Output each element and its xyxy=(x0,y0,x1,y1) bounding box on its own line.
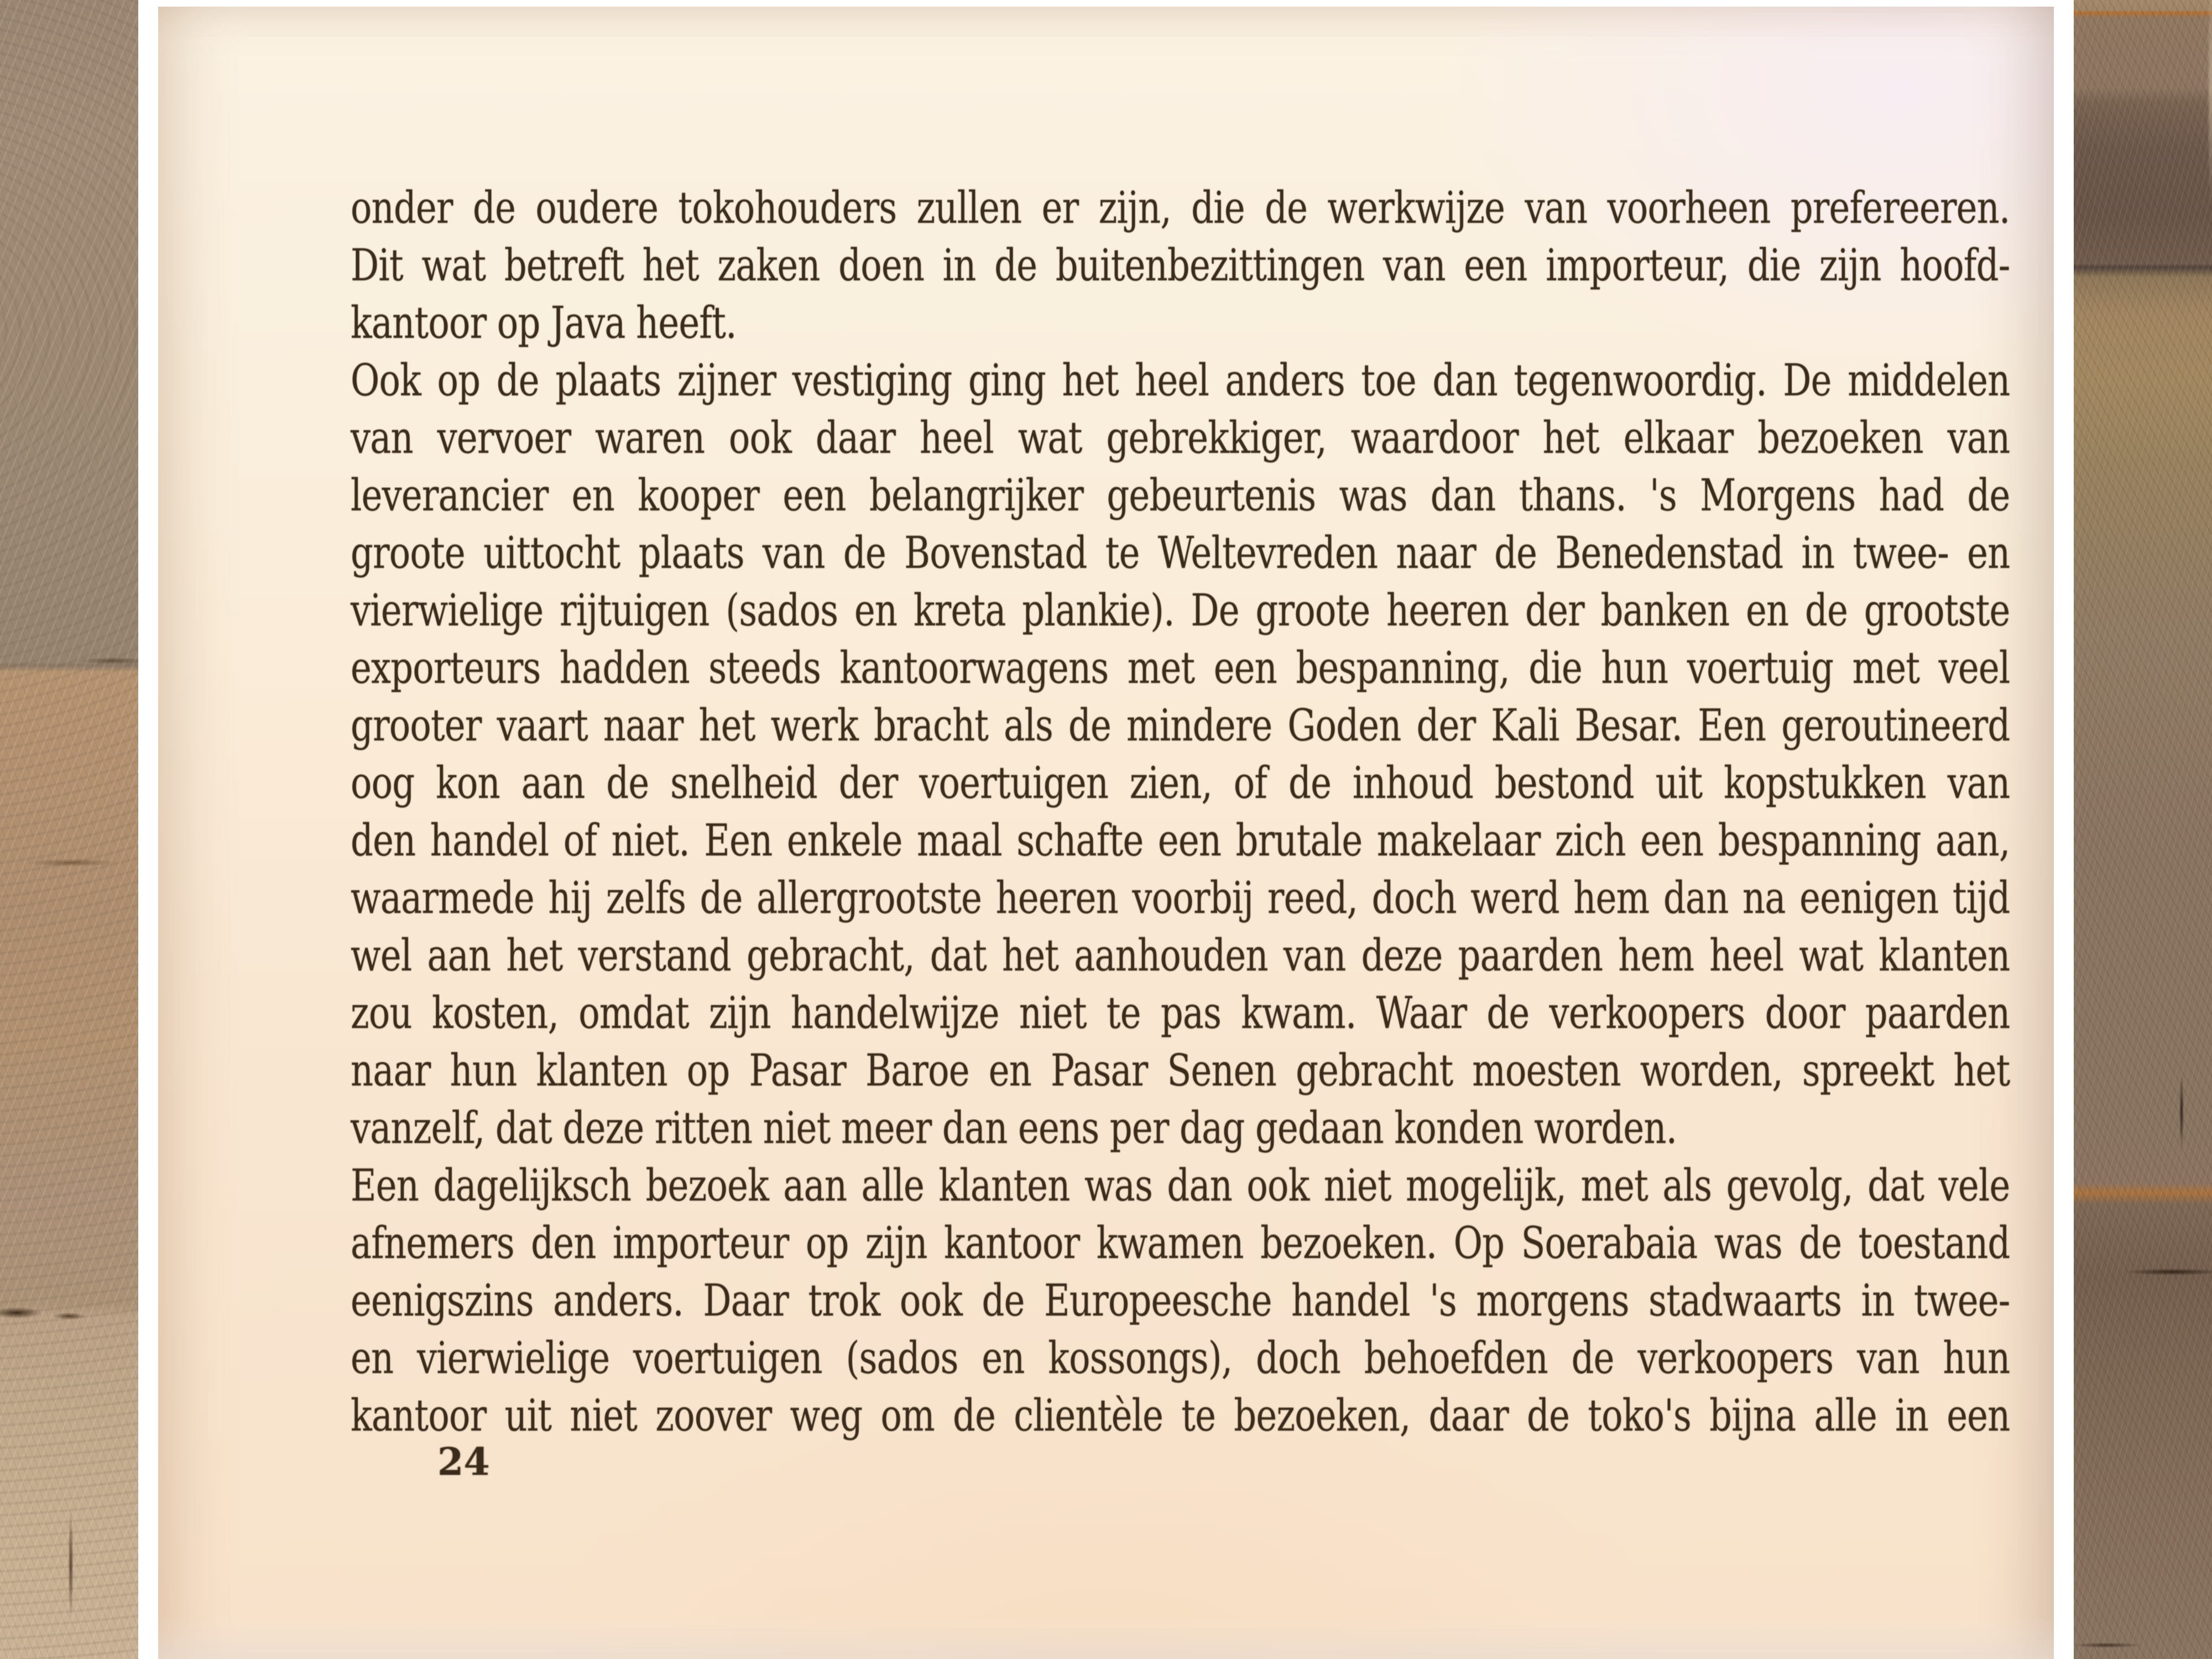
text-line: grooter vaart naar het werk bracht als de mindere Goden der Kali Besar. Een geroutineerd xyxy=(351,700,2010,751)
text-line: eenigszins anders. Daar trok ook de Europeesche handel 's morgens stadwaarts in twee- xyxy=(351,1275,2010,1326)
text-line: Een dagelijksch bezoek aan alle klanten was dan ook niet mogelijk, met als gevolg, dat vele xyxy=(351,1160,2010,1211)
text-line: den handel of niet. Een enkele maal schafte een brutale makelaar zich een bespanning aan, xyxy=(351,815,2010,866)
text-line: naar hun klanten op Pasar Baroe en Pasar Senen gebracht moesten worden, spreekt het xyxy=(351,1045,2010,1096)
text-line: van vervoer waren ook daar heel wat gebrekkiger, waardoor het elkaar bezoeken van xyxy=(351,412,2010,463)
text-line: zou kosten, omdat zijn handelwijze niet te pas kwam. Waar de verkoopers door paarden xyxy=(351,987,2010,1039)
text-line: vanzelf, dat deze ritten niet meer dan eens per dag gedaan konden worden. xyxy=(351,1102,1677,1154)
text-line: kantoor op Java heeft. xyxy=(351,297,737,348)
book-page xyxy=(158,7,2054,1659)
wood-table-right xyxy=(2074,0,2212,1659)
text-line: en vierwielige voertuigen (sados en kossongs), doch behoefden de verkoopers van hun xyxy=(351,1332,2010,1384)
text-line: vierwielige rijtuigen (sados en kreta plankie). De groote heeren der banken en de grootste xyxy=(351,585,2010,636)
wood-table-left xyxy=(0,0,138,1659)
text-line: kantoor uit niet zoover weg om de clientèle te bezoeken, daar de toko's bijna alle in een xyxy=(351,1390,2010,1441)
text-line: oog kon aan de snelheid der voertuigen zien, of de inhoud bestond uit kopstukken van xyxy=(351,757,2010,808)
text-line: wel aan het verstand gebracht, dat het aanhouden van deze paarden hem heel wat klanten xyxy=(351,930,2010,981)
text-line: exporteurs hadden steeds kantoorwagens met een bespanning, die hun voertuig met veel xyxy=(351,642,2010,693)
page-photo xyxy=(138,0,2074,1659)
text-line: Ook op de plaats zijner vestiging ging het heel anders toe dan tegenwoordig. De middelen xyxy=(351,354,2010,406)
text-line: leverancier en kooper een belangrijker gebeurtenis was dan thans. 's Morgens had de xyxy=(351,469,2010,521)
text-line: waarmede hij zelfs de allergrootste heeren voorbij reed, doch werd hem dan na eenigen tijd xyxy=(351,872,2010,924)
text-line: Dit wat betreft het zaken doen in de buitenbezittingen van een importeur, die zijn hoofd- xyxy=(351,239,2010,291)
body-text xyxy=(351,179,2010,1444)
text-line: afnemers den importeur op zijn kantoor kwamen bezoeken. Op Soerabaia was de toestand xyxy=(351,1217,2010,1269)
text-line: groote uittocht plaats van de Bovenstad te Weltevreden naar de Benedenstad in twee- en xyxy=(351,527,2010,578)
page-number: 24 xyxy=(437,1440,490,1484)
text-line: onder de oudere tokohouders zullen er zijn, die de werkwijze van voorheen prefereeren. xyxy=(351,182,2010,233)
